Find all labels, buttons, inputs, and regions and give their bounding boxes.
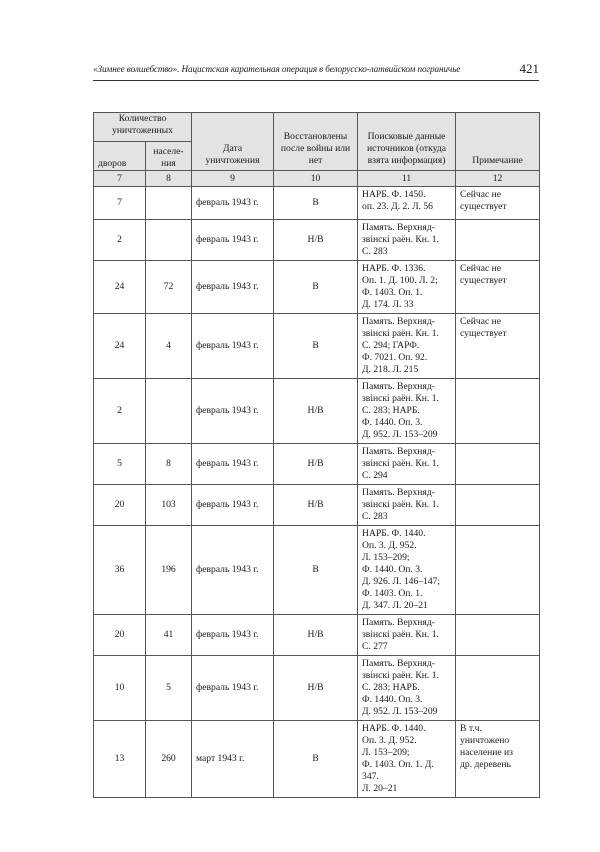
- table-row: [94, 220, 540, 261]
- source-cell: [358, 526, 456, 615]
- table-row: [94, 615, 540, 656]
- households-cell: 20: [94, 615, 146, 656]
- column-number: 8: [146, 171, 192, 187]
- households-cell: 10: [94, 656, 146, 721]
- note-cell: [456, 187, 540, 220]
- source-cell-line: Д. 926. Л. 146–147;: [362, 576, 441, 587]
- population-cell: 103: [146, 485, 192, 526]
- note-cell: [456, 615, 540, 656]
- source-cell-line: Память. Верхняд-: [362, 381, 435, 392]
- note-cell: [456, 261, 540, 314]
- source-cell: [358, 187, 456, 220]
- source-cell-line: звінскі раён. Кн. 1.: [362, 234, 439, 245]
- source-cell-line: Д. 952. Л. 153–209: [362, 429, 438, 440]
- note-cell-line: Сейчас не: [460, 316, 502, 327]
- note-cell: [456, 485, 540, 526]
- source-cell-line: С. 294; ГАРФ.: [362, 340, 420, 351]
- date-cell: февраль 1943 г.: [192, 261, 274, 314]
- source-cell-line: С. 283; НАРБ.: [362, 405, 420, 416]
- source-cell-line: звінскі раён. Кн. 1.: [362, 458, 439, 469]
- source-cell-line: Память. Верхняд-: [362, 446, 435, 457]
- source-cell-line: Ф. 7021. Оп. 92.: [362, 352, 428, 363]
- source-cell-line: С. 294: [362, 470, 388, 481]
- population-cell: 196: [146, 526, 192, 615]
- source-cell-line: Ф. 1403. Оп. 1.: [362, 588, 423, 599]
- column-number: 10: [274, 171, 358, 187]
- source-cell-line: Память. Верхняд-: [362, 658, 435, 669]
- households-cell: 36: [94, 526, 146, 615]
- source-cell-line: звінскі раён. Кн. 1.: [362, 393, 439, 404]
- date-cell: февраль 1943 г.: [192, 314, 274, 379]
- source-cell-line: Д. 218. Л. 215: [362, 364, 419, 375]
- households-cell: 7: [94, 187, 146, 220]
- source-cell-line: Д. 952. Л. 153–209: [362, 706, 438, 717]
- households-cell: 24: [94, 314, 146, 379]
- page-number: 421: [519, 61, 539, 76]
- table-row: [94, 721, 540, 798]
- restored-cell: В: [274, 187, 358, 220]
- restored-cell: В: [274, 261, 358, 314]
- source-cell: [358, 485, 456, 526]
- source-cell-line: Оп. 3. Д. 952.: [362, 540, 417, 551]
- source-cell-line: Ф. 1440. Оп. 3.: [362, 417, 423, 428]
- note-cell: [456, 656, 540, 721]
- column-number: 7: [94, 171, 146, 187]
- source-cell: [358, 314, 456, 379]
- source-cell-line: Оп. 1. Д. 100. Л. 2;: [362, 275, 438, 286]
- source-cell-line: звінскі раён. Кн. 1.: [362, 670, 439, 681]
- table-row: [94, 314, 540, 379]
- header-sources: Поисковые данные источников (откуда взята информация): [358, 113, 456, 171]
- note-cell-line: существует: [460, 201, 507, 212]
- source-cell-line: звінскі раён. Кн. 1.: [362, 328, 439, 339]
- running-head-title: «Зимнее волшебство». Нацистская карательная операция в белорусско-латвийском пограничье: [93, 64, 461, 74]
- source-cell-line: оп. 23. Д. 2. Л. 56: [362, 201, 433, 212]
- header-rule: [93, 80, 539, 81]
- households-cell: 13: [94, 721, 146, 798]
- source-cell-line: Память. Верхняд-: [362, 222, 435, 233]
- restored-cell: Н/В: [274, 220, 358, 261]
- header-group-destroyed: Количество уничтоженных: [94, 113, 192, 142]
- population-cell: [146, 379, 192, 444]
- restored-cell: В: [274, 526, 358, 615]
- source-cell-line: НАРБ. Ф. 1440.: [362, 723, 426, 734]
- households-cell: 20: [94, 485, 146, 526]
- source-cell: [358, 721, 456, 798]
- source-cell: [358, 261, 456, 314]
- source-cell-line: Л. 20–21: [362, 783, 398, 794]
- note-cell-line: др. деревень: [460, 759, 511, 770]
- header-restored: Восстановлены после войны или нет: [274, 113, 358, 171]
- source-cell-line: НАРБ. Ф. 1440.: [362, 528, 426, 539]
- date-cell: февраль 1943 г.: [192, 485, 274, 526]
- population-cell: 4: [146, 314, 192, 379]
- source-cell-line: С. 277: [362, 641, 388, 652]
- column-number: 9: [192, 171, 274, 187]
- date-cell: февраль 1943 г.: [192, 526, 274, 615]
- table-row: [94, 444, 540, 485]
- source-cell-line: Память. Верхняд-: [362, 316, 435, 327]
- source-cell-line: С. 283: [362, 246, 388, 257]
- note-cell-line: В т.ч.: [460, 723, 482, 734]
- header-note: Примечание: [456, 113, 540, 171]
- table-row: [94, 261, 540, 314]
- date-cell: март 1943 г.: [192, 721, 274, 798]
- source-cell-line: Д. 174. Л. 33: [362, 299, 414, 310]
- table-row: [94, 656, 540, 721]
- note-cell: [456, 526, 540, 615]
- source-cell: [358, 444, 456, 485]
- population-cell: 8: [146, 444, 192, 485]
- source-cell: [358, 220, 456, 261]
- header-households: дворов: [94, 142, 146, 171]
- households-cell: 2: [94, 220, 146, 261]
- note-cell: [456, 444, 540, 485]
- date-cell: февраль 1943 г.: [192, 379, 274, 444]
- population-cell: [146, 220, 192, 261]
- source-cell: [358, 656, 456, 721]
- source-cell: [358, 379, 456, 444]
- column-number: 12: [456, 171, 540, 187]
- population-cell: 72: [146, 261, 192, 314]
- population-cell: 260: [146, 721, 192, 798]
- note-cell-line: уничтожено: [460, 735, 510, 746]
- column-number: 11: [358, 171, 456, 187]
- table-row: [94, 526, 540, 615]
- source-cell-line: звінскі раён. Кн. 1.: [362, 629, 439, 640]
- note-cell-line: население из: [460, 747, 513, 758]
- restored-cell: Н/В: [274, 485, 358, 526]
- households-cell: 2: [94, 379, 146, 444]
- note-cell-line: Сейчас не: [460, 189, 502, 200]
- date-cell: февраль 1943 г.: [192, 615, 274, 656]
- note-cell: [456, 379, 540, 444]
- note-cell: [456, 314, 540, 379]
- table-row: [94, 379, 540, 444]
- destroyed-villages-table: [93, 112, 540, 798]
- header-row-top: [94, 113, 540, 142]
- restored-cell: Н/В: [274, 656, 358, 721]
- source-cell-line: 347.: [362, 771, 379, 782]
- households-cell: 5: [94, 444, 146, 485]
- source-cell-line: Оп. 3. Д. 952.: [362, 735, 417, 746]
- source-cell-line: Память. Верхняд-: [362, 617, 435, 628]
- source-cell-line: С. 283; НАРБ.: [362, 682, 420, 693]
- population-cell: 41: [146, 615, 192, 656]
- source-cell-line: Л. 153–209;: [362, 747, 410, 758]
- source-cell-line: Ф. 1403. Оп. 1. Д.: [362, 759, 434, 770]
- source-cell: [358, 615, 456, 656]
- note-cell-line: Сейчас не: [460, 263, 502, 274]
- source-cell-line: звінскі раён. Кн. 1.: [362, 499, 439, 510]
- source-cell-line: Д. 347. Л. 20–21: [362, 600, 428, 611]
- restored-cell: Н/В: [274, 379, 358, 444]
- source-cell-line: Ф. 1440. Оп. 3.: [362, 694, 423, 705]
- source-cell-line: Ф. 1403. Оп. 1.: [362, 287, 423, 298]
- table-row: [94, 187, 540, 220]
- population-cell: [146, 187, 192, 220]
- source-cell-line: Ф. 1440. Оп. 3.: [362, 564, 423, 575]
- restored-cell: Н/В: [274, 444, 358, 485]
- restored-cell: В: [274, 721, 358, 798]
- note-cell-line: существует: [460, 275, 507, 286]
- table-body: [94, 187, 540, 798]
- header-date: Дата уничтожения: [192, 113, 274, 171]
- restored-cell: В: [274, 314, 358, 379]
- note-cell-line: существует: [460, 328, 507, 339]
- source-cell-line: Память. Верхняд-: [362, 487, 435, 498]
- source-cell-line: НАРБ. Ф. 1450.: [362, 189, 426, 200]
- source-cell-line: Л. 153–209;: [362, 552, 410, 563]
- table-row: [94, 485, 540, 526]
- date-cell: февраль 1943 г.: [192, 187, 274, 220]
- date-cell: февраль 1943 г.: [192, 444, 274, 485]
- date-cell: февраль 1943 г.: [192, 220, 274, 261]
- note-cell: [456, 721, 540, 798]
- restored-cell: Н/В: [274, 615, 358, 656]
- note-cell: [456, 220, 540, 261]
- header-population: населе-ния: [146, 142, 192, 171]
- households-cell: 24: [94, 261, 146, 314]
- date-cell: февраль 1943 г.: [192, 656, 274, 721]
- population-cell: 5: [146, 656, 192, 721]
- running-head: [93, 62, 539, 78]
- source-cell-line: НАРБ. Ф. 1336.: [362, 263, 426, 274]
- column-number-row: [94, 171, 540, 187]
- source-cell-line: С. 283: [362, 511, 388, 522]
